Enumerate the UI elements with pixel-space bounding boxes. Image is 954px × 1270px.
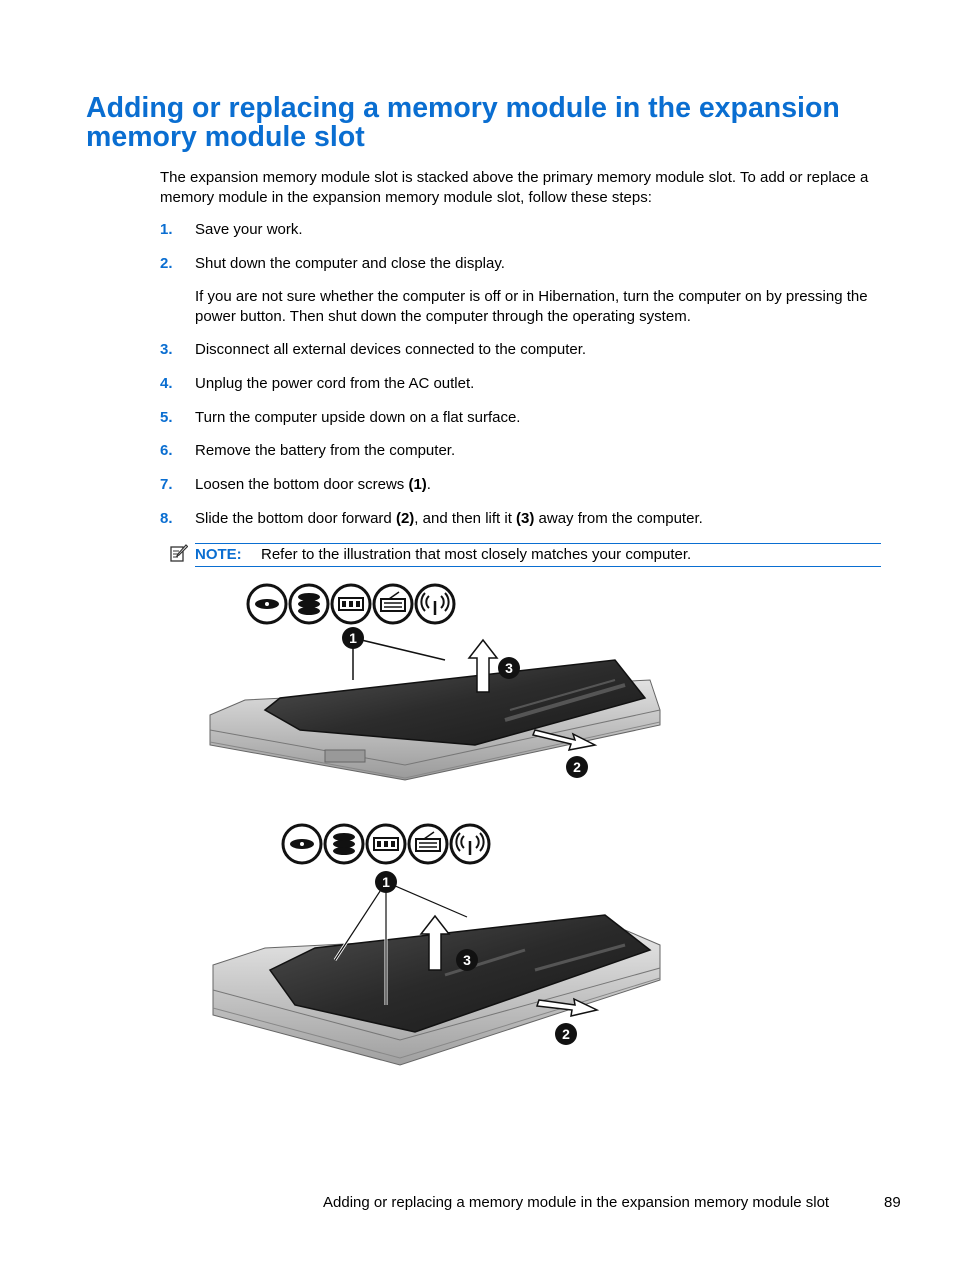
- svg-text:1: 1: [382, 874, 390, 890]
- step-number: 4.: [160, 375, 173, 392]
- svg-text:3: 3: [463, 952, 471, 968]
- illustration-model-b: [205, 820, 675, 1070]
- keyboard-icon: [374, 585, 412, 623]
- step-text: Shut down the computer and close the display.: [195, 255, 505, 272]
- page-number: 89: [884, 1194, 901, 1211]
- note-label: NOTE:: [195, 546, 242, 563]
- hard-drive-icon: [325, 825, 363, 863]
- step-number: 6.: [160, 442, 173, 459]
- step-number: 3.: [160, 341, 173, 358]
- illustration-model-a: [205, 580, 675, 810]
- callout-1: [375, 871, 397, 893]
- optical-drive-icon: [248, 585, 286, 623]
- step-text: Remove the battery from the computer.: [195, 442, 456, 459]
- memory-module-icon: [332, 585, 370, 623]
- step-text: Loosen the bottom door screws (1).: [195, 476, 431, 493]
- callout-1: [342, 627, 364, 649]
- wireless-icon: [451, 825, 489, 863]
- keyboard-icon: [409, 825, 447, 863]
- memory-module-icon: [367, 825, 405, 863]
- svg-text:2: 2: [573, 759, 581, 775]
- step-number: 2.: [160, 255, 173, 272]
- step-subparagraph: If you are not sure whether the computer is off or in Hibernation, turn the computer on by pressing the power button. Then shut down the computer through the operating system.: [195, 288, 868, 325]
- svg-text:2: 2: [562, 1026, 570, 1042]
- callout-ref: (1): [408, 476, 427, 493]
- step-number: 1.: [160, 221, 173, 238]
- callout-2: [555, 1023, 577, 1045]
- step-text: Slide the bottom door forward (2), and then lift it (3) away from the computer.: [195, 510, 703, 527]
- step-text: Unplug the power cord from the AC outlet.: [195, 375, 475, 392]
- step-number: 7.: [160, 476, 173, 493]
- wireless-icon: [416, 585, 454, 623]
- svg-text:3: 3: [505, 660, 513, 676]
- callout-ref: (2): [395, 510, 415, 527]
- step-number: 8.: [160, 510, 173, 527]
- svg-text:1: 1: [349, 630, 357, 646]
- note-icon: [170, 544, 188, 562]
- system-icons-row: [283, 825, 489, 863]
- callout-2: [566, 756, 588, 778]
- note-box: [195, 543, 881, 567]
- footer-running-title: Adding or replacing a memory module in the expansion memory module slot: [323, 1194, 830, 1211]
- step-text: Disconnect all external devices connected to the computer.: [195, 341, 587, 358]
- callout-3: [498, 657, 520, 679]
- step-text: Turn the computer upside down on a flat surface.: [195, 409, 521, 426]
- note-text: Refer to the illustration that most closely matches your computer.: [261, 546, 692, 563]
- intro-paragraph: The expansion memory module slot is stacked above the primary memory module slot. To add or replace a memory module in the expansion memory module slot, follow these steps:: [160, 169, 869, 206]
- callout-line-1: [353, 638, 445, 680]
- optical-drive-icon: [283, 825, 321, 863]
- step-text: Save your work.: [195, 221, 303, 238]
- callout-3: [456, 949, 478, 971]
- callout-ref: (3): [516, 510, 535, 527]
- step-number: 5.: [160, 409, 173, 426]
- page-title: Adding or replacing a memory module in the expansion memory module slot: [86, 92, 840, 153]
- system-icons-row: [248, 585, 454, 623]
- hard-drive-icon: [290, 585, 328, 623]
